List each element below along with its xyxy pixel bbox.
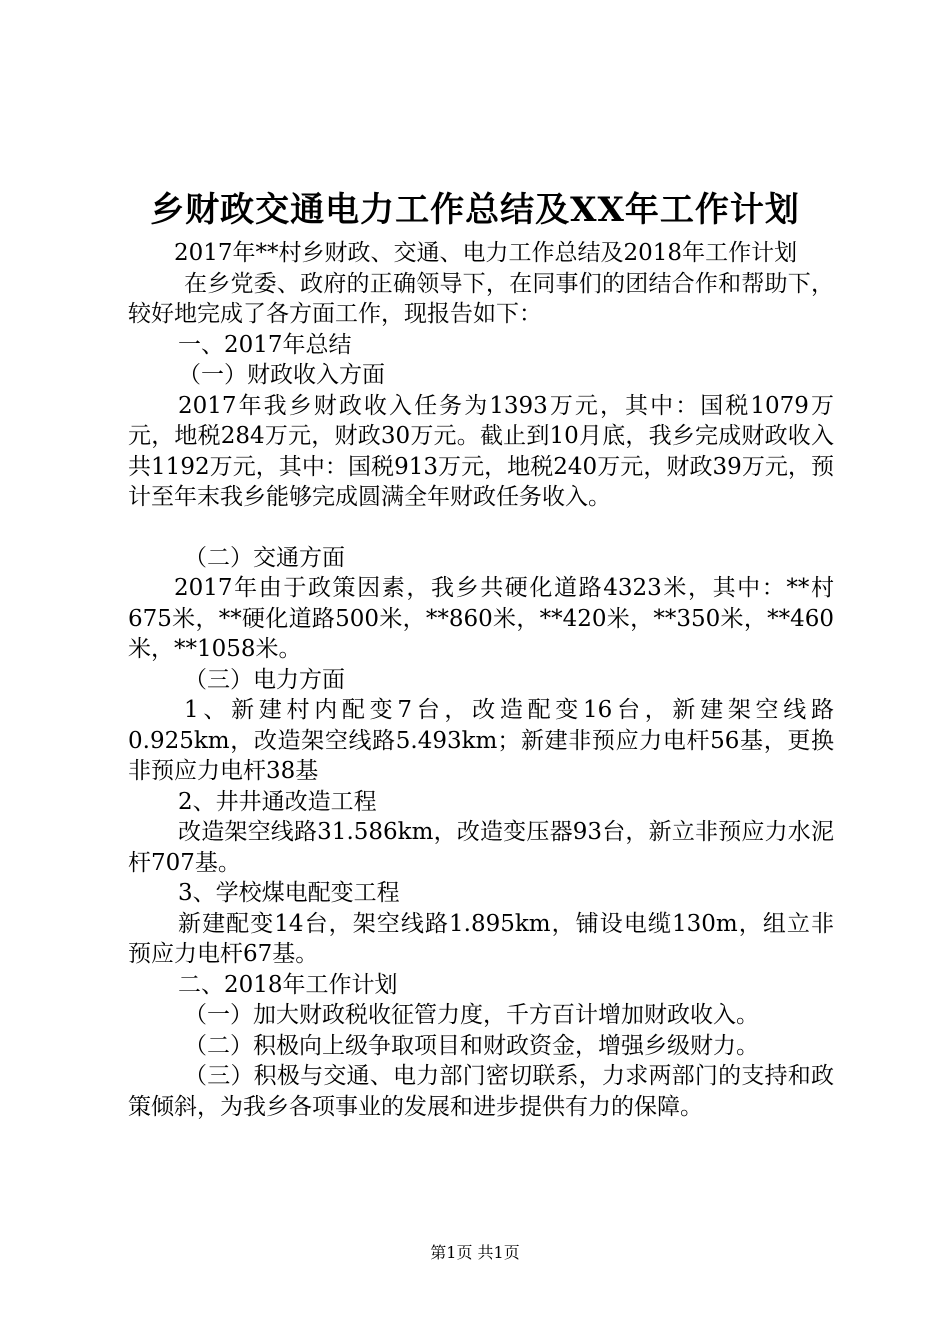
power-item-2-heading: 2、井井通改造工程 [178,788,377,815]
section-heading-summary: 一、2017年总结 [178,331,352,358]
transport-paragraph: 2017年由于政策因素，我乡共硬化道路4323米，其中：**村675米，**硬化道路500米，**860米，**420米，**350米，**460米，**1058米。 [128,575,834,662]
document-title: 乡财政交通电力工作总结及XX年工作计划 [150,190,800,230]
intro-paragraph: 在乡党委、政府的正确领导下，在同事们的团结合作和帮助下，较好地完成了各方面工作，现报告如下： [128,270,834,327]
intro-heading: 2017年**村乡财政、交通、电力工作总结及2018年工作计划 [174,240,798,266]
power-item-2-paragraph: 改造架空线路31.586km，改造变压器93台，新立非预应力水泥杆707基。 [128,819,834,876]
subsection-heading-finance: （一）财政收入方面 [178,362,385,388]
paragraph-gap [128,513,834,543]
plan-item-1: （一）加大财政税收征管力度，千方百计增加财政收入。 [184,1002,759,1028]
document-body [128,238,834,1122]
power-item-1: 1、新建村内配变7台，改造配变16台，新建架空线路0.925km，改造架空线路5.493km；新建非预应力电杆56基，更换非预应力电杆38基 [128,697,834,784]
section-heading-plan: 二、2018年工作计划 [178,971,398,998]
page-footer: 第1页 共1页 [430,1243,520,1262]
power-item-3-paragraph: 新建配变14台，架空线路1.895km，铺设电缆130m，组立非预应力电杆67基。 [128,910,834,967]
finance-paragraph: 2017年我乡财政收入任务为1393万元，其中：国税1079万元，地税284万元，财政30万元。截止到10月底，我乡完成财政收入共1192万元，其中：国税913万元，地税240万元，财政39万元，预计至年末我乡能够完成圆满全年财政任务收入。 [128,392,834,510]
power-item-3-heading: 3、学校煤电配变工程 [178,880,400,906]
plan-item-2: （二）积极向上级争取项目和财政资金，增强乡级财力。 [184,1032,759,1059]
subsection-heading-power: （三）电力方面 [184,666,345,693]
plan-item-3: （三）积极与交通、电力部门密切联系，力求两部门的支持和政策倾斜，为我乡各项事业的发展和进步提供有力的保障。 [128,1063,834,1120]
subsection-heading-transport: （二）交通方面 [184,544,345,571]
